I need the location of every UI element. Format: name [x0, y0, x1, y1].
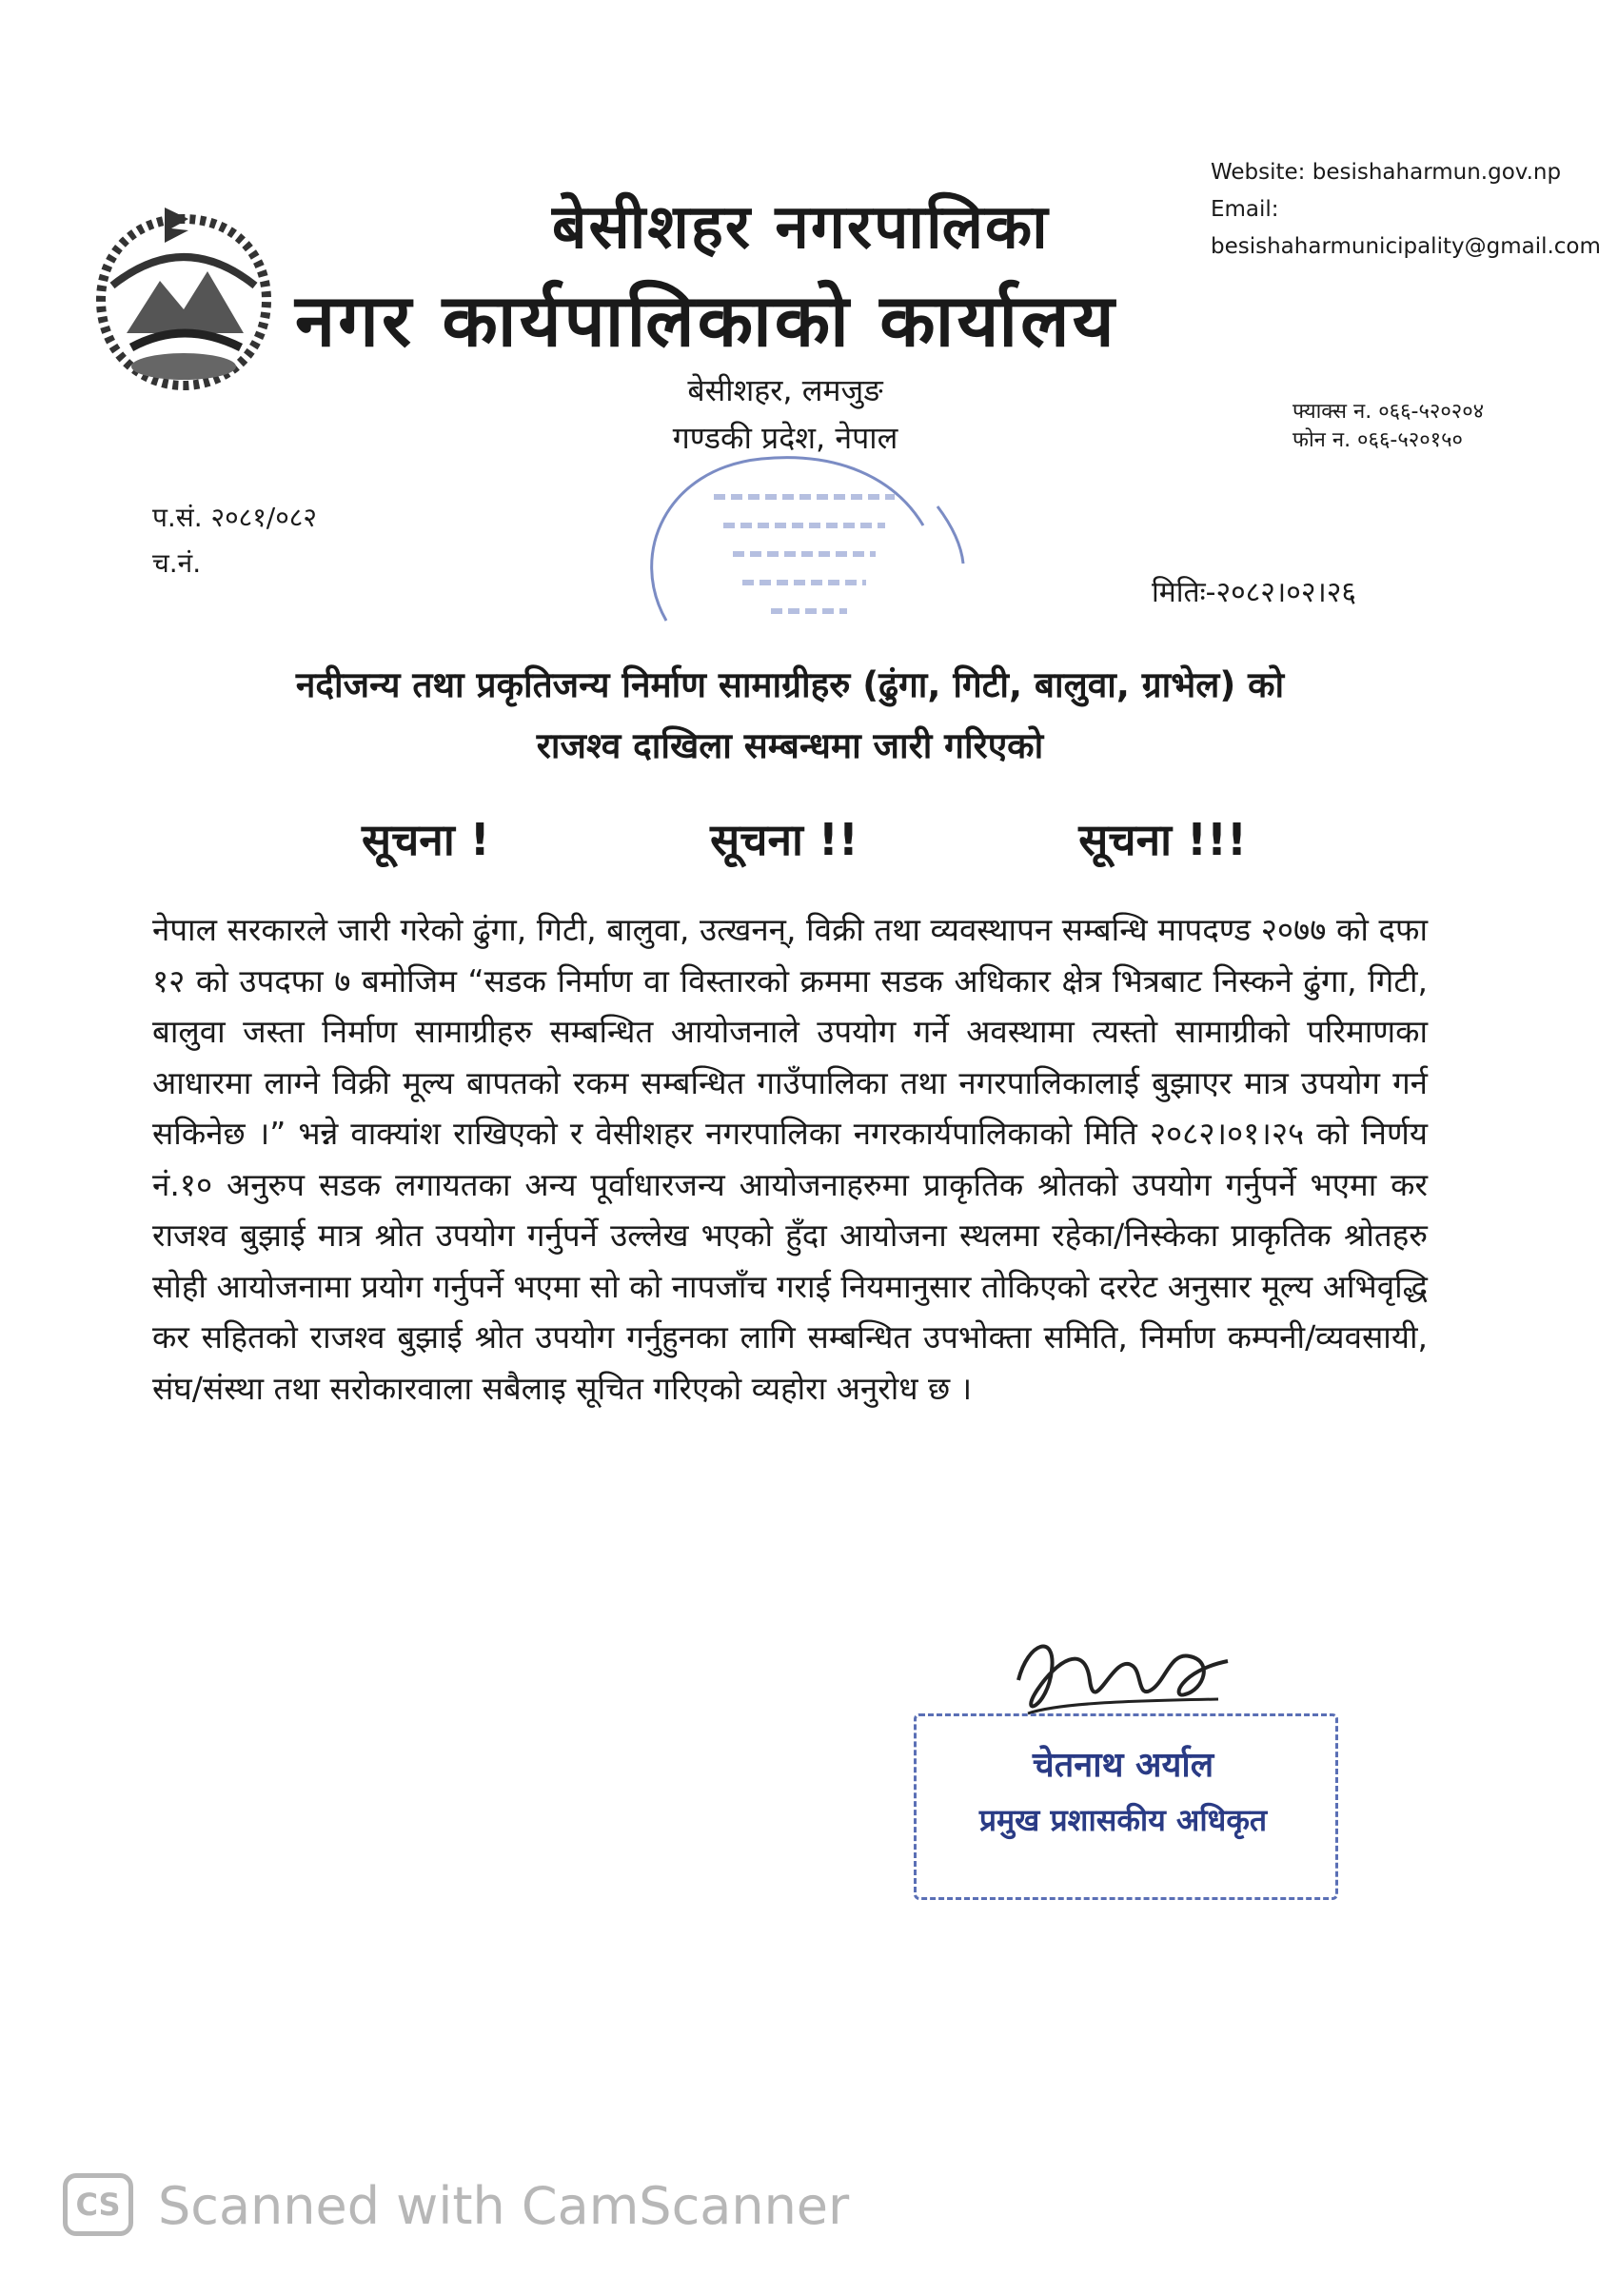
scanner-watermark: Scanned with CamScanner — [158, 2176, 850, 2236]
email-label: Email: — [1211, 197, 1279, 222]
dispatch-number: च.नं. — [152, 547, 202, 579]
camscanner-logo-icon: CS — [63, 2173, 133, 2236]
phone-block — [1292, 398, 1597, 455]
notice-body: नेपाल सरकारले जारी गरेको ढुंगा, गिटी, बालुवा, उत्खनन्, विक्री तथा व्यवस्थापन सम्बन्धि मापदण्ड २०७७ को दफा १२ को उपदफा ७ बमोजिम “सडक निर्माण वा विस्तारको क्रममा सडक अधिकार क्षेत्र भित्रबाट निस्कने ढुंगा, गिटी, बालुवा जस्ता निर्माण सामाग्रीहरु सम्बन्धित आयोजनाले उपयोग गर्ने अवस्थामा त्यस्तो सामाग्रीको परिमाणका आधारमा लाग्ने विक्री मूल्य बापतको रकम सम्बन्धित गाउँपालिका तथा नगरपालिकालाई बुझाएर मात्र उपयोग गर्न सकिनेछ ।” भन्ने वाक्यांश राखिएको र वेसीशहर नगरपालिका नगरकार्यपालिकाको मिति २०८२।०१।२५ को निर्णय नं.१० अनुरुप सडक लगायतका अन्य पूर्वाधारजन्य आयोजनाहरुमा प्राकृतिक श्रोतको उपयोग गर्नुपर्ने भएमा कर राजश्व बुझाई मात्र श्रोत उपयोग गर्नुपर्ने उल्लेख भएको हुँदा आयोजना स्थलमा रहेका/निस्केका प्राकृतिक श्रोतहरु सोही आयोजनामा प्रयोग गर्नुपर्ने भएमा सो को नापजाँच गराई नियमानुसार तोकिएको दररेट अनुसार मूल्य अभिवृद्धि कर सहितको राजश्व बुझाई श्रोत उपयोग गर्नुहुनका लागि सम्बन्धित उपभोक्ता समिति, निर्माण कम्पनी/व्यवसायी, संघ/संस्था तथा सरोकारवाला सबैलाइ सूचित गरिएको व्यहोरा अनुरोध छ । — [152, 911, 1428, 1407]
notice-heading: सूचना ! — [362, 814, 490, 865]
signatory-name: चेतनाथ अर्याल — [1032, 1746, 1214, 1785]
subject-line-2: राजश्व दाखिला सम्बन्धमा जारी गरिएको — [536, 725, 1044, 766]
fax-number: फ्याक्स न. ०६६-५२०२०४ — [1292, 400, 1485, 424]
office-seal-stamp-icon — [609, 440, 990, 668]
office-name: नगर कार्यपालिकाको कार्यालय — [295, 278, 1117, 363]
subject-line-1: नदीजन्य तथा प्रकृतिजन्य निर्माण सामाग्रीहरु (ढुंगा, गिटी, बालुवा, ग्राभेल) को — [295, 664, 1285, 705]
municipality-name: बेसीशहर नगरपालिका — [552, 192, 1050, 263]
reference-block — [152, 495, 466, 586]
subject — [152, 655, 1428, 777]
address-line-1: बेसीशहर, लमजुङ — [687, 372, 883, 408]
email: besishaharmunicipality@gmail.com — [1211, 234, 1601, 259]
notice-heading: सूचना !!! — [1078, 814, 1247, 865]
contact-block — [1211, 154, 1610, 266]
website: Website: besishaharmun.gov.np — [1211, 160, 1562, 185]
notice-headings — [362, 809, 1247, 868]
address-line-2: गण्डकी प्रदेश, नेपाल — [672, 420, 898, 456]
nepal-emblem-icon — [74, 190, 293, 405]
notice-heading: सूचना !! — [710, 814, 858, 865]
signatory-title: प्रमुख प्रशासकीय अधिकृत — [978, 1802, 1268, 1838]
phone-number: फोन न. ०६६-५२०१५० — [1292, 428, 1463, 452]
letter-date: मितिः-२०८२।०२।२६ — [1152, 576, 1357, 609]
letter-ref-number: प.सं. २०८१/०८२ — [152, 502, 317, 533]
